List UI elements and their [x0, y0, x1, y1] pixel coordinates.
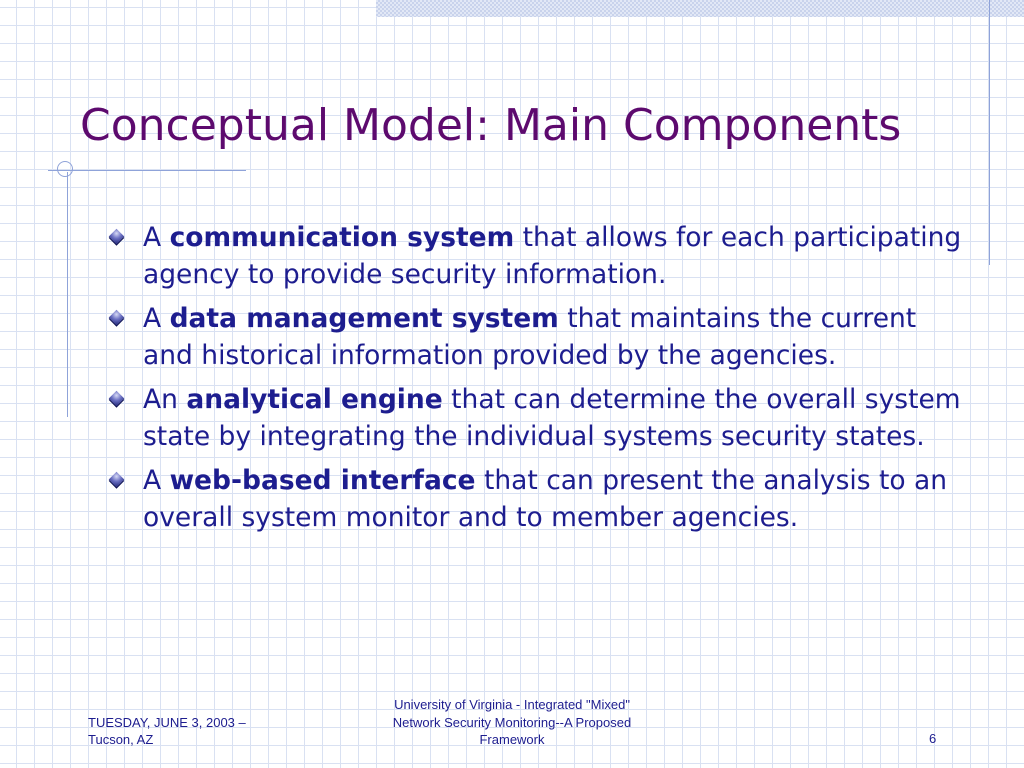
slide-number: 6: [929, 731, 937, 746]
decorative-right-rule: [989, 0, 990, 265]
diamond-bullet-icon: [109, 472, 125, 488]
footer-location: Tucson, AZ: [88, 732, 154, 747]
bullet-text: that allows for each participating agency to provide security information.: [143, 222, 962, 290]
bullet-term: web-based interface: [169, 465, 476, 496]
bullet-term: analytical engine: [186, 384, 443, 415]
bullet-prefix: A: [143, 222, 170, 253]
bullet-term: communication system: [169, 222, 515, 253]
bullet-item-communication-system: [108, 220, 968, 293]
diamond-bullet-icon: [109, 229, 125, 245]
footer-title-line: Network Security Monitoring--A Proposed: [392, 714, 632, 730]
bullet-term: data management system: [169, 303, 559, 334]
bullet-item-data-management-system: [108, 301, 968, 374]
bullet-prefix: An: [143, 384, 187, 415]
bullet-list: [108, 220, 968, 544]
footer-date: TUESDAY, JUNE 3, 2003 –: [88, 715, 246, 730]
title-underline-rule: [48, 170, 246, 171]
footer-title-line: University of Virginia - Integrated "Mixed": [394, 697, 630, 712]
bullet-item-web-based-interface: [108, 463, 968, 536]
slide-title: Conceptual Model: Main Components: [80, 100, 902, 151]
footer-date-location: [88, 714, 246, 748]
diamond-bullet-icon: [109, 391, 125, 407]
bullet-prefix: A: [143, 465, 170, 496]
decorative-left-rule: [67, 172, 68, 417]
bullet-prefix: A: [143, 303, 170, 334]
bullet-item-analytical-engine: [108, 382, 968, 455]
footer-title-line: Framework: [479, 732, 545, 747]
bullet-text: that can determine the overall system state by integrating the individual systems security states.: [143, 384, 961, 452]
footer-presentation-title: [362, 696, 662, 749]
decorative-top-band: [376, 0, 1024, 17]
bullet-text: that can present the analysis to an overall system monitor and to member agencies.: [143, 465, 948, 533]
bullet-text: that maintains the current and historical information provided by the agencies.: [143, 303, 917, 371]
decorative-circle-icon: [57, 161, 73, 177]
diamond-bullet-icon: [109, 310, 125, 326]
